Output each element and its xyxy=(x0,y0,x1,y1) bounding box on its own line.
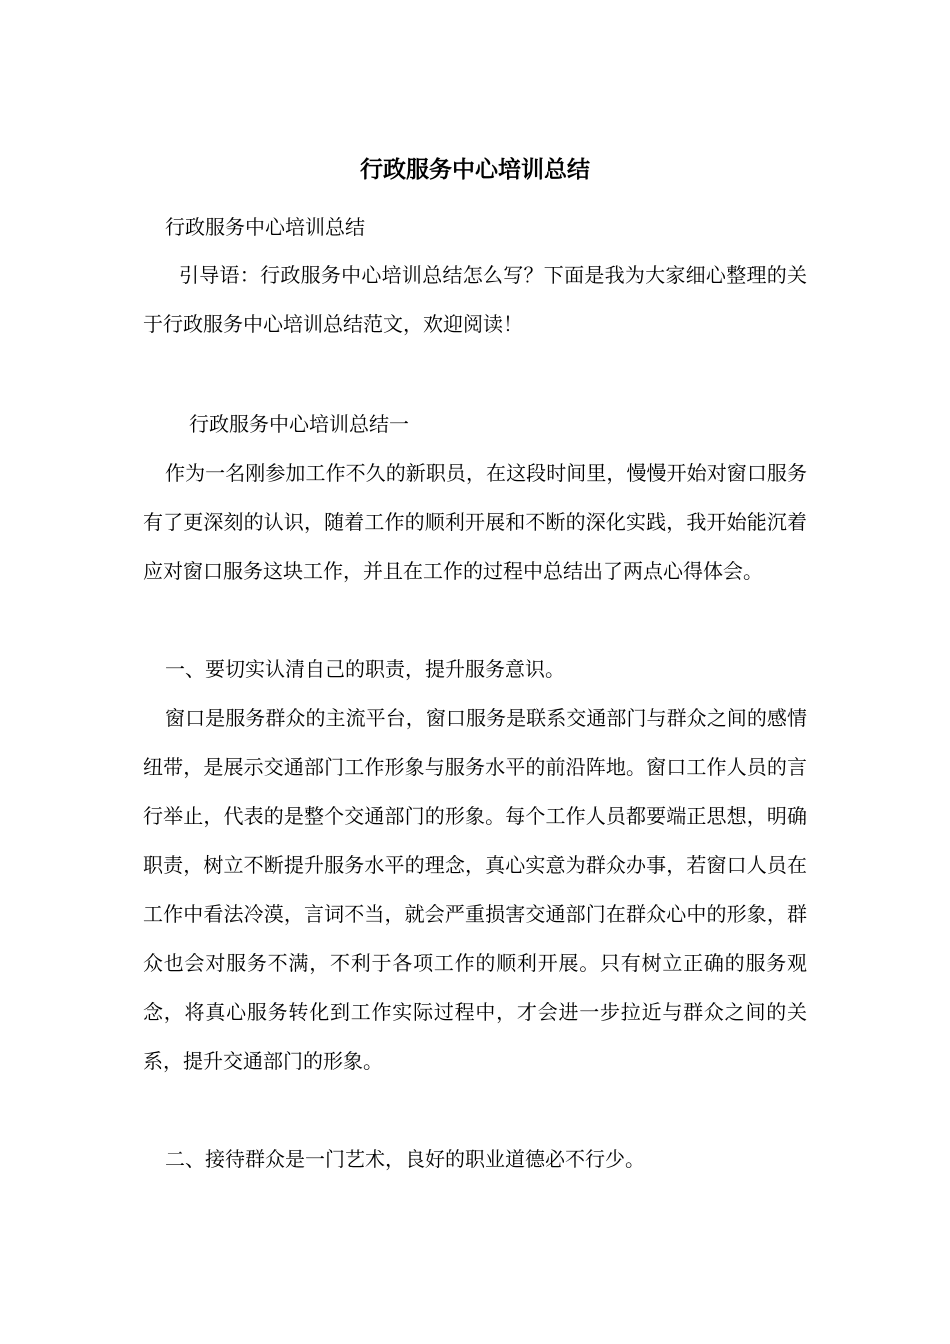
heading-one: 一、要切实认清自己的职责，提升服务意识。 xyxy=(165,657,565,681)
section-one-title: 行政服务中心培训总结一 xyxy=(189,412,409,436)
paragraph-one: 作为一名刚参加工作不久的新职员，在这段时间里，慢慢开始对窗口服务有了更深刻的认识，随着工作的顺利开展和不断的深化实践，我开始能沉着应对窗口服务这块工作，并且在工作的过程中总结出了两点心得体会。 xyxy=(143,461,807,583)
document-title: 行政服务中心培训总结 xyxy=(360,156,590,183)
document-subtitle: 行政服务中心培训总结 xyxy=(165,215,365,239)
intro-paragraph: 引导语：行政服务中心培训总结怎么写？下面是我为大家细心整理的关于行政服务中心培训总结范文，欢迎阅读！ xyxy=(143,263,807,336)
paragraph-two: 窗口是服务群众的主流平台，窗口服务是联系交通部门与群众之间的感情纽带，是展示交通部门工作形象与服务水平的前沿阵地。窗口工作人员的言行举止，代表的是整个交通部门的形象。每个工作人员都要端正思想，明确职责，树立不断提升服务水平的理念，真心实意为群众办事，若窗口人员在工作中看法冷漠，言词不当，就会严重损害交通部门在群众心中的形象，群众也会对服务不满，不利于各项工作的顺利开展。只有树立正确的服务观念，将真心服务转化到工作实际过程中，才会进一步拉近与群众之间的关系，提升交通部门的形象。 xyxy=(143,706,807,1073)
heading-two: 二、接待群众是一门艺术，良好的职业道德必不行少。 xyxy=(165,1147,645,1171)
